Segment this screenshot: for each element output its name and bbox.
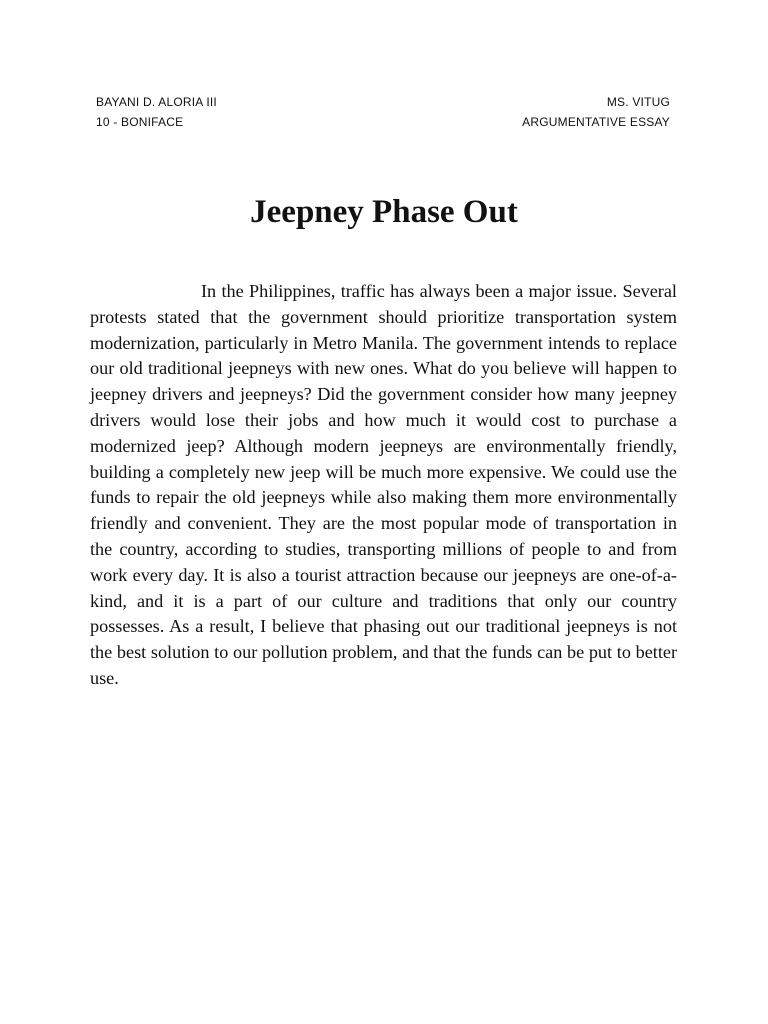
header-right-block xyxy=(522,92,670,132)
essay-paragraph: In the Philippines, traffic has always been a major issue. Several protests stated that the government should prioritize transportation system modernization, particularly in Metro Manila. The government intends to replace our old traditional jeepneys with new ones. What do you believe will happen to jeepney drivers and jeepneys? Did the government consider how many jeepney drivers would lose their jobs and how much it would cost to purchase a modernized jeep? Although modern jeepneys are environmentally friendly, building a completely new jeep will be much more expensive. We could use the funds to repair the old jeepneys while also making them more environmentally friendly and convenient. They are the most popular mode of transportation in the country, according to studies, transporting millions of people to and from work every day. It is also a tourist attraction because our jeepneys are one-of-a-kind, and it is a part of our culture and traditions that only our country possesses. As a result, I believe that phasing out our traditional jeepneys is not the best solution to our pollution problem, and that the funds can be put to better use. xyxy=(90,281,677,688)
student-name: BAYANI D. ALORIA III xyxy=(96,95,217,109)
essay-title: Jeepney Phase Out xyxy=(250,194,518,230)
header-left-block xyxy=(96,92,217,132)
essay-type: ARGUMENTATIVE ESSAY xyxy=(522,115,670,129)
student-section: 10 - BONIFACE xyxy=(96,115,184,129)
teacher-name: MS. VITUG xyxy=(606,95,670,109)
